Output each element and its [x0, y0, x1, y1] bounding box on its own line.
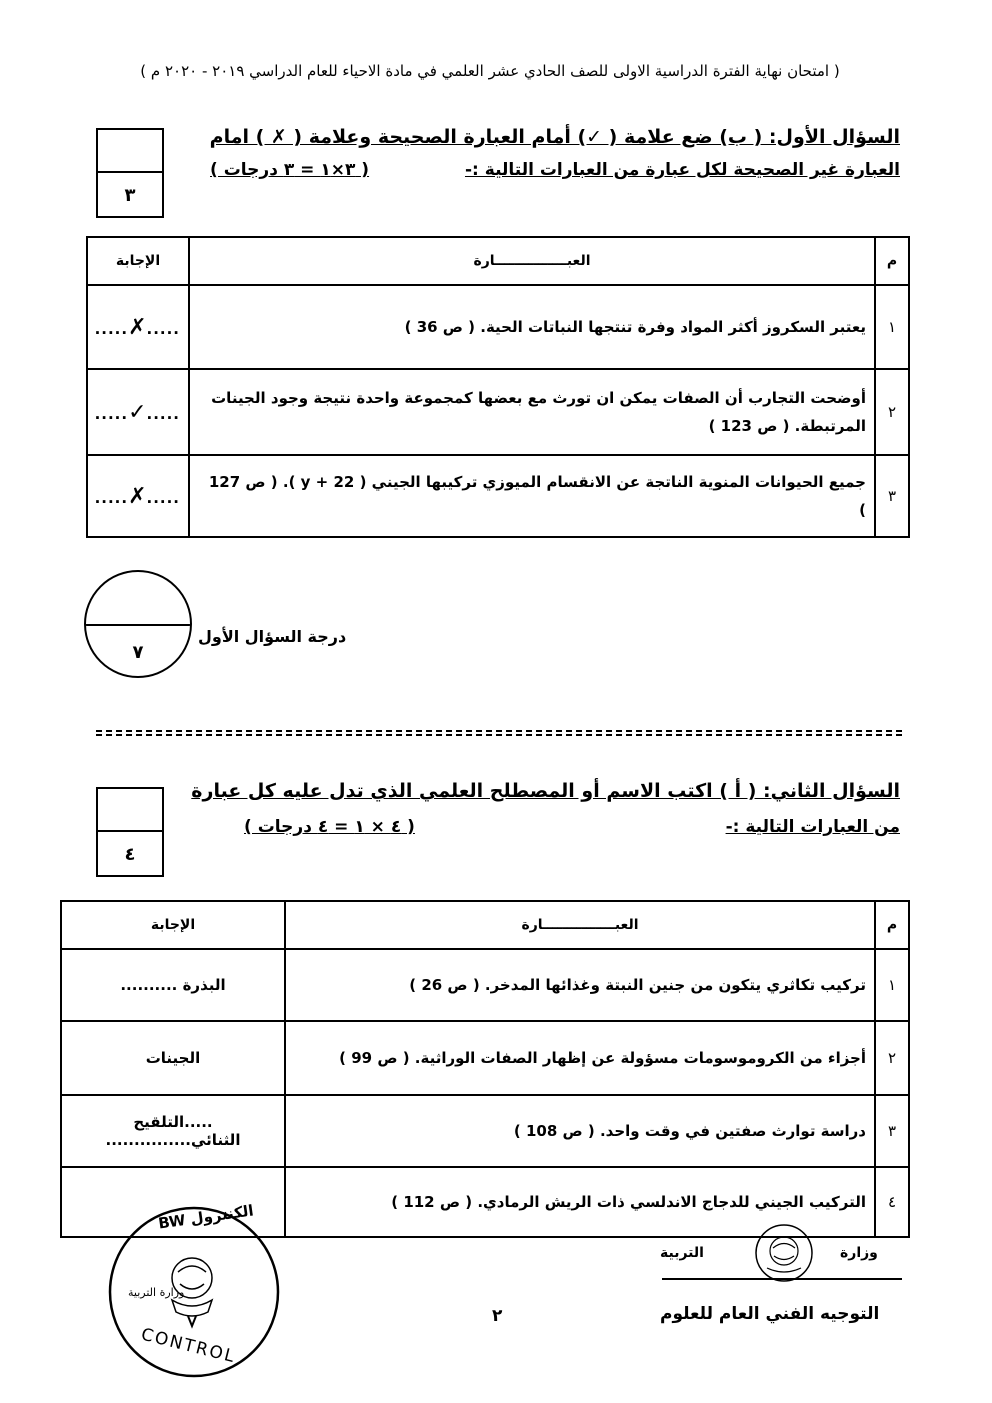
q2-score: ٤: [124, 844, 136, 866]
stamp-ministry: وزارة التربية: [128, 1286, 185, 1299]
footer-rule: [662, 1278, 902, 1280]
row-num: ١: [875, 949, 909, 1021]
q1-col-num: م: [875, 237, 909, 285]
correct-mark: ✓: [128, 399, 147, 425]
row-statement: يعتبر السكروز أكثر المواد وفرة تنتجها النباتات الحية. ( ص 36 ): [189, 285, 875, 369]
row-num: ٤: [875, 1167, 909, 1237]
control-stamp: [106, 1201, 282, 1380]
ministry-name: التربية: [660, 1245, 704, 1261]
ministry-emblem-icon: [753, 1222, 815, 1284]
answer-cell[interactable]: .....التلقيح الثنائي...............: [61, 1095, 285, 1167]
department-name: التوجيه الفني العام للعلوم: [660, 1304, 880, 1324]
q1-col-statement: العبـــــــــــــــارة: [189, 237, 875, 285]
wrong-mark: ✗: [128, 314, 147, 340]
row-num: ٢: [875, 1021, 909, 1095]
answer-text: التلقيح الثنائي: [133, 1113, 241, 1149]
row-statement: دراسة توارث صفتين في وقت واحد. ( ص 108 ): [285, 1095, 875, 1167]
row-statement: التركيب الجيني للدجاج الاندلسي ذات الريش الرمادي. ( ص 112 ): [285, 1167, 875, 1237]
answer-text: البذرة: [182, 976, 226, 994]
q1-title-line2: العبارة غير الصحيحة لكل عبارة من العبارات التالية :-: [464, 160, 900, 180]
wrong-mark: ✗: [128, 483, 147, 509]
row-num: ٣: [875, 455, 909, 537]
section-divider: [96, 730, 902, 736]
table-row: [61, 949, 909, 1021]
q2-title-line2: من العبارات التالية :-: [725, 817, 900, 837]
table-row: [87, 455, 909, 537]
row-statement: جميع الحيوانات المنوية الناتجة عن الانقسام الميوزي تركيبها الجيني ( 22 + y ). ( ص 127 ): [189, 455, 875, 537]
ministry-emblem: [753, 1222, 815, 1284]
ministry-word: وزارة: [840, 1245, 878, 1261]
q1-total-label: درجة السؤال الأول: [198, 627, 347, 646]
q1-total-circle: [84, 570, 192, 678]
q1-points: ( ٣×١ = ٣ درجات ): [210, 160, 370, 180]
answer-cell[interactable]: [61, 1021, 285, 1095]
row-statement: أوضحت التجارب أن الصفات يمكن ان تورث مع بعضها كمجموعة واحدة نتيجة وجود الجينات المرتبطة. ( ص 123 ): [189, 369, 875, 455]
page-number: ٢: [492, 1306, 503, 1326]
q2-points: ( ٤ × ١ = ٤ درجات ): [244, 817, 415, 837]
q1-col-answer: الإجابة: [87, 237, 189, 285]
row-num: ١: [875, 285, 909, 369]
row-statement: تركيب تكاثري يتكون من جنين النبتة وغذائها المدخر. ( ص 26 ): [285, 949, 875, 1021]
answer-cell[interactable]: .....✗.....: [87, 285, 189, 369]
q1-score: ٣: [124, 185, 136, 207]
row-statement: أجزاء من الكروموسومات مسؤولة عن إظهار الصفات الوراثية. ( ص 99 ): [285, 1021, 875, 1095]
table-row: [87, 285, 909, 369]
answer-cell[interactable]: .....✗.....: [87, 455, 189, 537]
q1-table: [86, 236, 910, 538]
table-row: [61, 1021, 909, 1095]
answer-cell[interactable]: البذرة ..........: [61, 949, 285, 1021]
q2-title-line1: السؤال الثاني: ( أ ) اكتب الاسم أو المصطلح العلمي الذي تدل عليه كل عبارة: [191, 780, 900, 802]
q2-col-answer: الإجابة: [61, 901, 285, 949]
stamp-top: BW الكنترول: [157, 1201, 255, 1233]
table-row: [61, 1095, 909, 1167]
q2-table: [60, 900, 910, 1238]
q2-col-num: م: [875, 901, 909, 949]
q2-score-box: [96, 787, 164, 877]
q1-total-score: ٧: [132, 641, 144, 663]
stamp-code: BW: [157, 1210, 187, 1233]
row-num: ٢: [875, 369, 909, 455]
answer-text: الجينات: [145, 1049, 201, 1067]
exam-header: ( امتحان نهاية الفترة الدراسية الاولى للصف الحادي عشر العلمي في مادة الاحياء للعام الدراسي ٢٠١٩ - ٢٠٢٠ م ): [140, 62, 840, 80]
table-row: [87, 369, 909, 455]
stamp-bottom: CONTROL: [139, 1324, 239, 1368]
row-num: ٣: [875, 1095, 909, 1167]
q1-score-box: [96, 128, 164, 218]
q1-title-line1: السؤال الأول: ( ب) ضع علامة ( ✓) أمام العبارة الصحيحة وعلامة ( ✗ ) امام: [209, 126, 900, 148]
answer-cell[interactable]: .....✓.....: [87, 369, 189, 455]
q2-col-statement: العبـــــــــــــــارة: [285, 901, 875, 949]
